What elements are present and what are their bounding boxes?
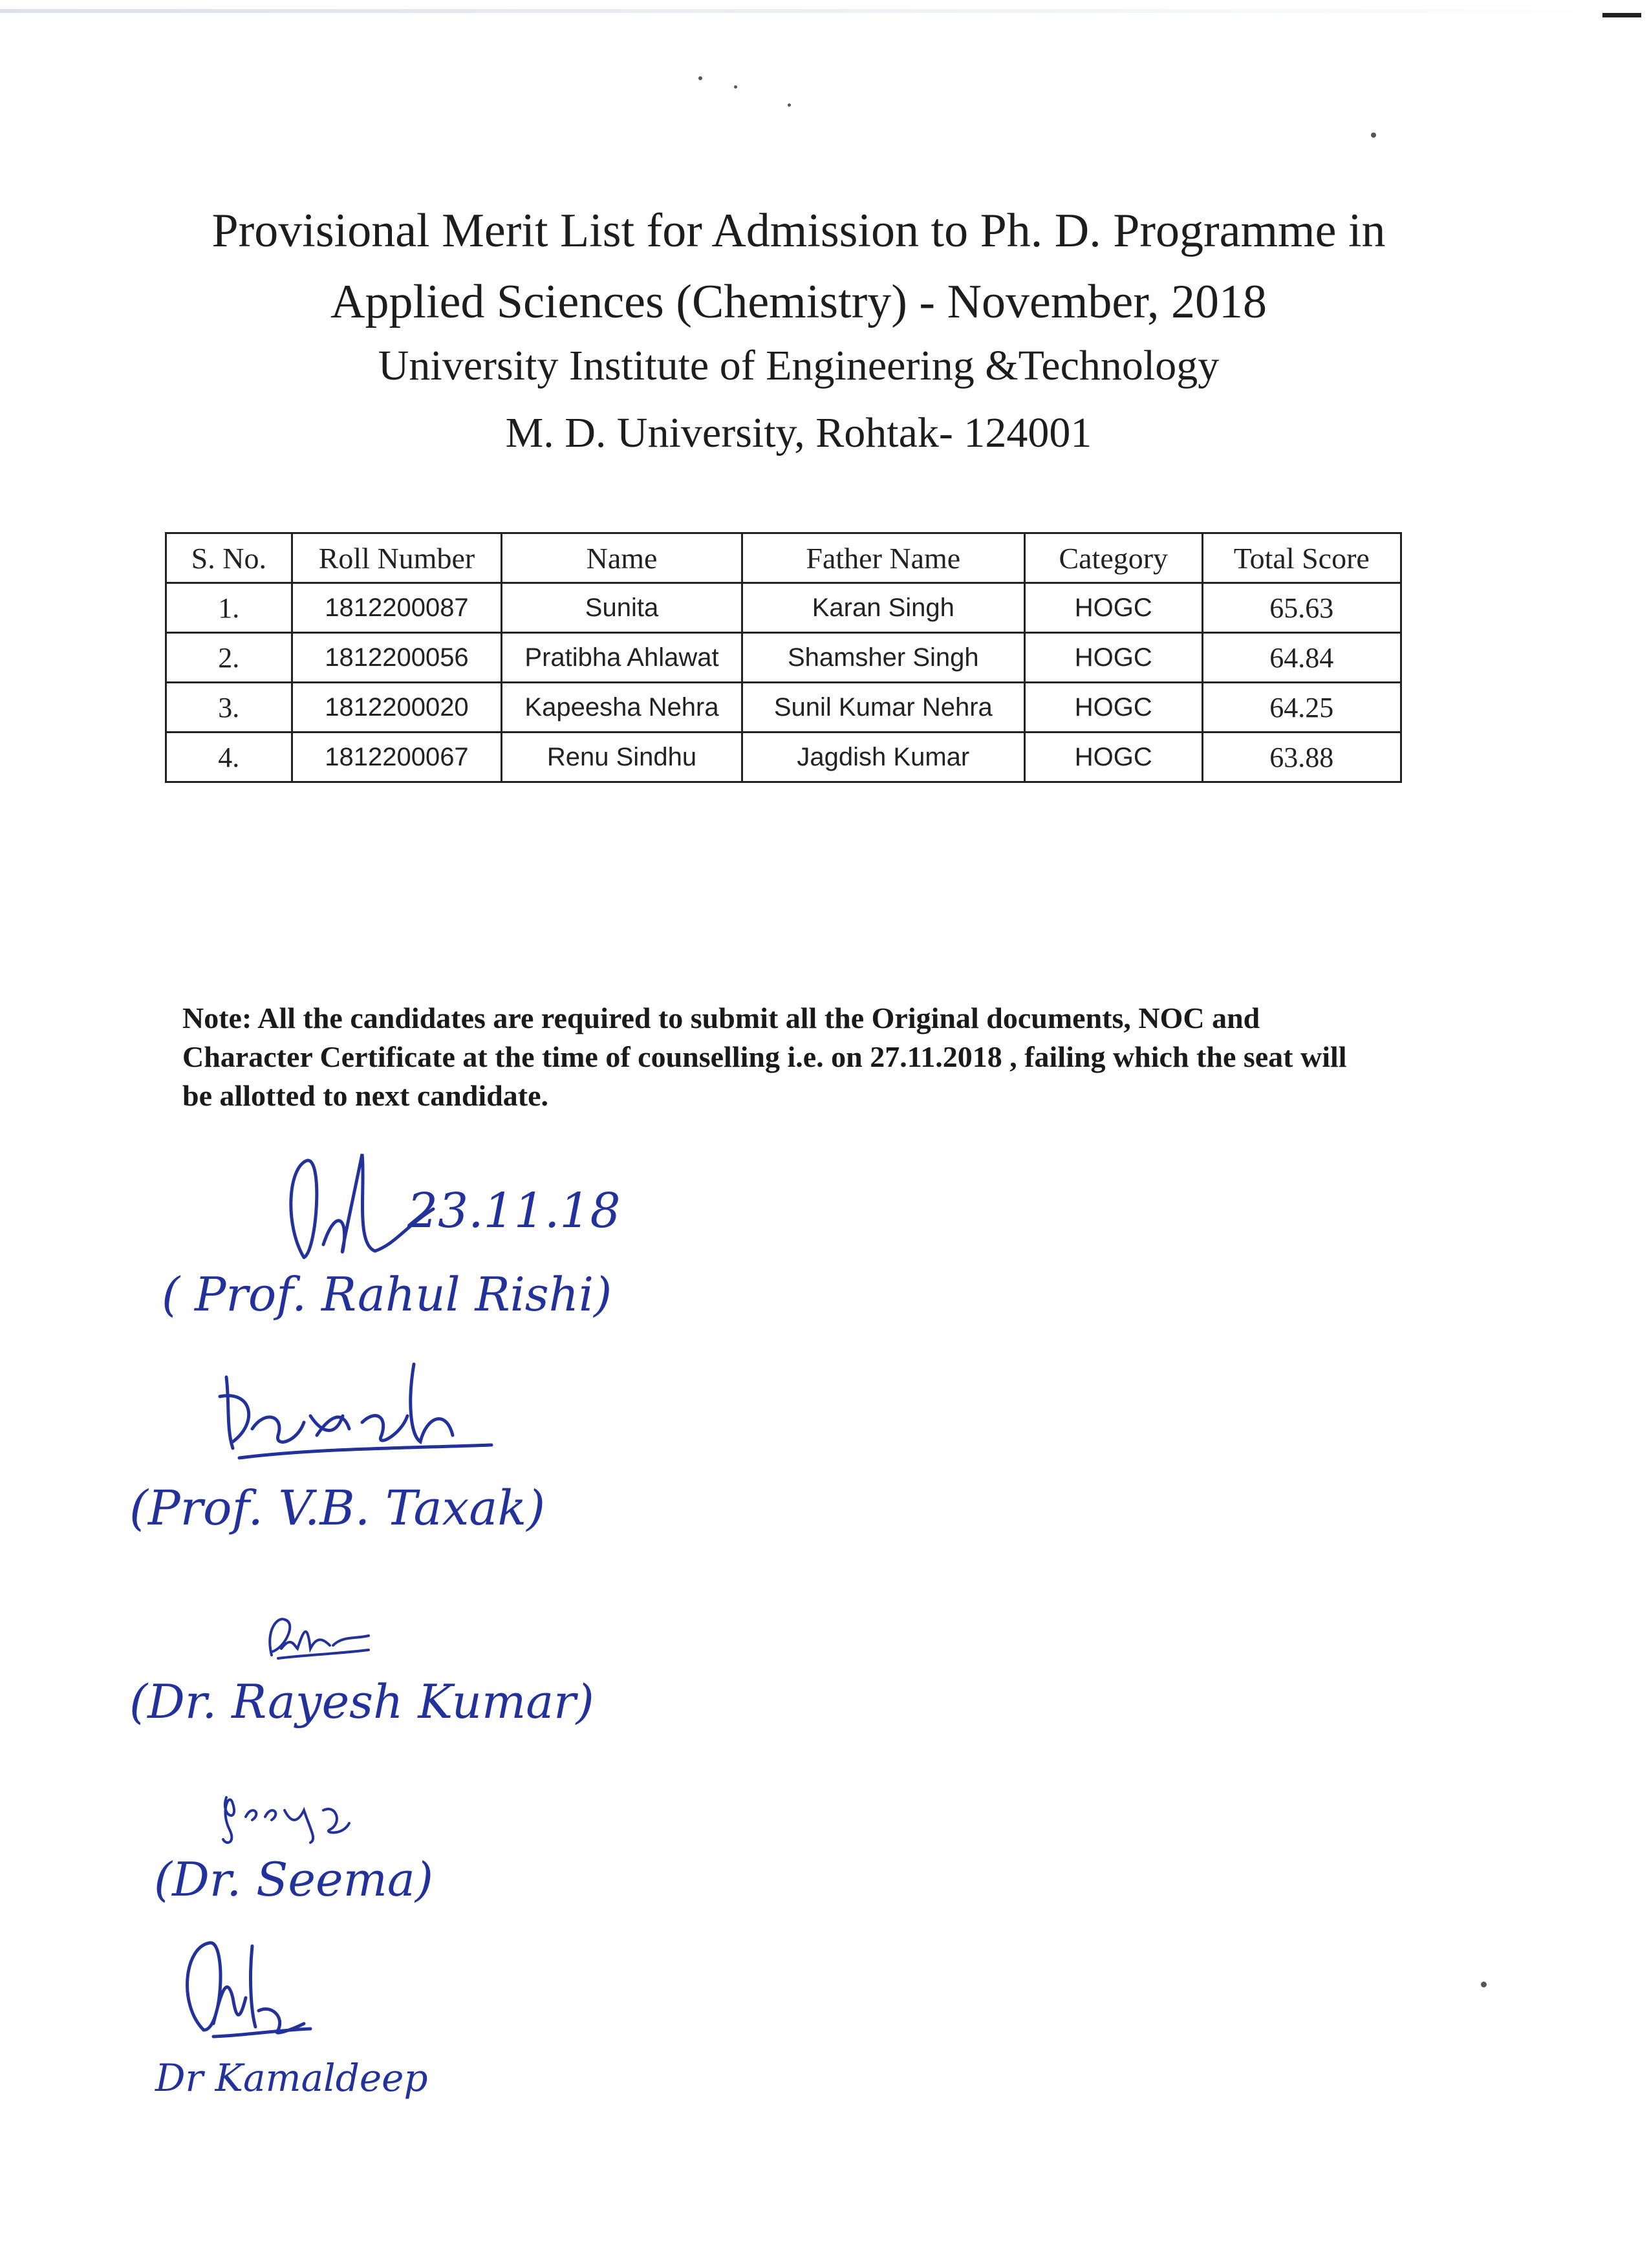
cell-total-score: 64.25 xyxy=(1202,683,1401,733)
institute-name: University Institute of Engineering &Technology xyxy=(378,342,1220,389)
signature-name-5: Dr Kamaldeep xyxy=(155,2056,428,2100)
cell-father-name: Sunil Kumar Nehra xyxy=(742,683,1024,733)
cell-roll-number: 1812200067 xyxy=(292,733,502,782)
cell-category: HOGC xyxy=(1024,683,1202,733)
scan-speck xyxy=(734,85,737,89)
cell-name: Kapeesha Nehra xyxy=(502,683,742,733)
scan-edge xyxy=(0,9,1649,13)
cell-sno: 4. xyxy=(166,733,292,782)
cell-father-name: Shamsher Singh xyxy=(742,633,1024,683)
signature-name-4: (Dr. Seema) xyxy=(154,1852,433,1907)
scan-speck xyxy=(698,76,702,80)
cell-total-score: 65.63 xyxy=(1202,583,1401,633)
table-row xyxy=(166,583,1401,633)
cell-roll-number: 1812200087 xyxy=(292,583,502,633)
header-name: Name xyxy=(502,533,742,583)
signature-name-3: (Dr. Rayesh Kumar) xyxy=(129,1674,594,1729)
cell-category: HOGC xyxy=(1024,633,1202,683)
cell-category: HOGC xyxy=(1024,583,1202,633)
merit-list-table xyxy=(165,532,1402,783)
signature-date: 23.11.18 xyxy=(407,1183,621,1239)
cell-name: Pratibha Ahlawat xyxy=(502,633,742,683)
cell-father-name: Jagdish Kumar xyxy=(742,733,1024,782)
header-father-name: Father Name xyxy=(742,533,1024,583)
header-category: Category xyxy=(1024,533,1202,583)
table-row xyxy=(166,683,1401,733)
header-roll-number: Roll Number xyxy=(292,533,502,583)
scan-speck xyxy=(1371,133,1376,138)
scan-mark xyxy=(1602,13,1641,17)
university-name: M. D. University, Rohtak- 124001 xyxy=(505,409,1092,456)
header-sno: S. No. xyxy=(166,533,292,583)
signature-name-2: (Prof. V.B. Taxak) xyxy=(129,1481,546,1536)
cell-total-score: 64.84 xyxy=(1202,633,1401,683)
cell-total-score: 63.88 xyxy=(1202,733,1401,782)
scan-speck xyxy=(1481,1982,1487,1987)
scan-speck xyxy=(788,103,791,107)
header-total-score: Total Score xyxy=(1202,533,1401,583)
table-header-row xyxy=(166,533,1401,583)
table-row xyxy=(166,733,1401,782)
signature-scribble-4 xyxy=(213,1778,356,1849)
signature-scribble-5 xyxy=(175,1933,317,2043)
cell-sno: 2. xyxy=(166,633,292,683)
document-title-line-2: Applied Sciences (Chemistry) - November, 2018 xyxy=(330,275,1267,328)
signature-scribble-2 xyxy=(213,1351,498,1468)
cell-roll-number: 1812200056 xyxy=(292,633,502,683)
cell-sno: 1. xyxy=(166,583,292,633)
cell-name: Renu Sindhu xyxy=(502,733,742,782)
cell-category: HOGC xyxy=(1024,733,1202,782)
cell-father-name: Karan Singh xyxy=(742,583,1024,633)
signature-name-1: ( Prof. Rahul Rishi) xyxy=(162,1267,612,1321)
document-title-line-1: Provisional Merit List for Admission to Ph. D. Programme in xyxy=(211,204,1386,257)
cell-sno: 3. xyxy=(166,683,292,733)
signature-scribble-3 xyxy=(259,1610,375,1668)
counselling-note: Note: All the candidates are required to submit all the Original documents, NOC and Character Certificate at the time of counselling i.e. on 27.11.2018 , failing which the seat will be allotted to next candidate. xyxy=(182,1001,1347,1112)
cell-name: Sunita xyxy=(502,583,742,633)
table-row xyxy=(166,633,1401,683)
cell-roll-number: 1812200020 xyxy=(292,683,502,733)
